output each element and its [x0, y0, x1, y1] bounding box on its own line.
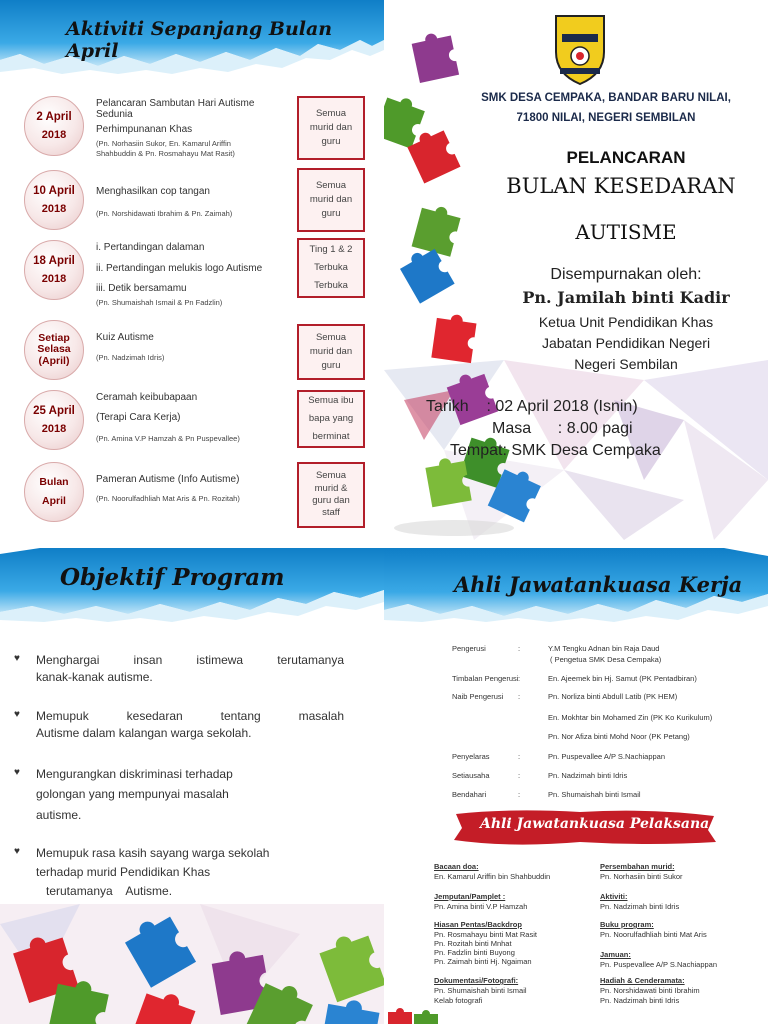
date-text: (April): [38, 354, 70, 367]
date-badge: [24, 390, 84, 450]
activity-line: Kuiz Autisme: [96, 332, 154, 343]
objective-item: [14, 708, 344, 742]
date-badge: [24, 170, 84, 230]
activities-title: Aktiviti Sepanjang Bulan April: [66, 18, 333, 62]
cover-panel: [384, 0, 768, 540]
activity-line: Sedunia: [96, 109, 133, 120]
activity-line: iii. Detik bersamamu: [96, 283, 187, 294]
group-name: Pn. Amina binti V.P Hamzah: [434, 902, 528, 911]
separator: :: [518, 771, 521, 780]
subtitle: Ahli Jawatankuasa Pelaksana: [480, 816, 710, 832]
group-head: Jemputan/Pamplet :: [434, 892, 506, 901]
title-line-2: BULAN KESEDARAN: [506, 174, 736, 198]
group-head: Dokumentasi/Fotografi:: [434, 976, 519, 985]
event-date: Tarikh : 02 April 2018 (Isnin): [426, 398, 638, 415]
audience-text: guru: [321, 207, 341, 219]
title-line-3: AUTISME: [575, 220, 677, 244]
activity-persons: (Pn. Norshidawati Ibrahim & Pn. Zaimah): [96, 209, 233, 218]
group-name: Pn. Shumaishah binti Ismail: [434, 986, 527, 995]
audience-text: Ting 1 & 2: [309, 243, 353, 255]
separator: :: [518, 644, 521, 653]
year-text: 2018: [41, 423, 67, 436]
activity-persons: (Pn. Shumaishah Ismail & Pn Fadzlin): [96, 298, 223, 307]
activity-line: (Terapi Cara Kerja): [96, 412, 181, 423]
date-text: April: [42, 495, 66, 507]
activity-persons: (Pn. Noorulfadhliah Mat Aris & Pn. Rozitah): [96, 494, 240, 503]
audience-box: [297, 96, 365, 160]
activity-line: i. Pertandingan dalaman: [96, 242, 205, 253]
committee-name: Pn. Norliza binti Abdull Latib (PK HEM): [548, 692, 678, 701]
date-text: 2 April: [36, 110, 72, 123]
group-name: Kelab fotografi: [434, 996, 483, 1005]
committee-name: Pn. Puspevallee A/P S.Nachiappan: [548, 752, 666, 761]
objective-text: Menghargai insan istimewa terutamanya: [36, 653, 344, 667]
group-name: Pn. Zaimah binti Hj. Ngaiman: [434, 957, 532, 966]
bullet-heart-icon: ♥: [14, 653, 20, 664]
group-head: Jamuan:: [600, 950, 631, 959]
group-head: Persembahan murid:: [600, 862, 675, 871]
date-badge: [24, 462, 84, 522]
audience-text: murid &: [314, 482, 348, 494]
committee-title: Ahli Jawatankuasa Kerja: [454, 572, 743, 597]
group-name: En. Kamarul Ariffin bin Shahbuddin: [434, 872, 551, 881]
activity-row: [0, 460, 384, 528]
audience-text: berminat: [312, 431, 350, 443]
committee-name: En. Mokhtar bin Mohamed Zin (PK Ko Kurikulum): [548, 713, 713, 722]
audience-text: Semua: [315, 470, 347, 482]
objectives-panel: [0, 540, 384, 1024]
group-head: Bacaan doa:: [434, 862, 479, 871]
audience-box: [297, 324, 365, 380]
group-name: Pn. Puspevallee A/P S.Nachiappan: [600, 960, 718, 969]
group-name: Pn. Nadzimah binti Idris: [600, 902, 680, 911]
activity-persons: (Pn. Nadzimah Idris): [96, 353, 165, 362]
audience-box: [297, 462, 365, 528]
audience-text: Semua: [315, 180, 347, 192]
group-name: Pn. Nadzimah binti Idris: [600, 996, 680, 1005]
event-time: Masa : 8.00 pagi: [492, 420, 633, 437]
audience-text: bapa yang: [308, 412, 354, 424]
objective-text: Mengurangkan diskriminasi terhadap: [36, 767, 233, 781]
audience-box: [297, 168, 365, 232]
activity-line: Perhimpunanan Khas: [96, 124, 193, 135]
committee-role: Naib Pengerusi: [452, 692, 504, 701]
activity-line: Menghasilkan cop tangan: [96, 186, 210, 197]
activity-line: Pameran Autisme (Info Autisme): [96, 474, 240, 485]
year-text: 2018: [41, 273, 67, 286]
date-text: Setiap: [38, 332, 70, 345]
audience-box: [297, 238, 365, 298]
separator: :: [518, 692, 521, 701]
audience-text: Semua: [315, 108, 347, 120]
activities-banner: [0, 0, 384, 74]
committee-name: ( Pengetua SMK Desa Cempaka): [550, 655, 662, 664]
audience-text: murid dan: [309, 122, 353, 134]
audience-text: Semua ibu: [308, 394, 354, 406]
committee-role: Timbalan Pengerusi: [452, 674, 519, 683]
group-name: Pn. Rozitah binti Mnhat: [434, 939, 512, 948]
group-name: Pn. Noorulfadhliah binti Mat Aris: [600, 930, 707, 939]
bullet-heart-icon: ♥: [14, 709, 20, 720]
separator: :: [518, 752, 521, 761]
school-name-line: SMK DESA CEMPAKA, BANDAR BARU NILAI,: [481, 92, 731, 104]
date-text: 18 April: [33, 254, 75, 267]
school-address-line: 71800 NILAI, NEGERI SEMBILAN: [516, 112, 696, 125]
separator: :: [518, 790, 521, 799]
committee-name: Y.M Tengku Adnan bin Raja Daud: [548, 644, 660, 653]
group-name: Pn. Norshidawati binti Ibrahim: [600, 986, 700, 995]
objective-item: [14, 764, 344, 825]
group-name: Pn. Rosmahayu binti Mat Rasit: [434, 930, 537, 939]
date-badge: [24, 320, 84, 380]
date-text: Bulan: [39, 475, 69, 488]
bullet-heart-icon: ♥: [14, 846, 20, 857]
committee-name: Pn. Shumaishah binti Ismail: [548, 790, 641, 799]
audience-text: murid dan: [309, 194, 353, 206]
activity-row: [0, 166, 384, 234]
date-text: 10 April: [33, 184, 75, 197]
committee-role: Penyelaras: [452, 752, 490, 761]
objective-item: [14, 844, 344, 902]
objective-text: Memupuk rasa kasih sayang warga sekolah: [36, 846, 270, 860]
activity-row: [0, 92, 384, 160]
activities-panel: [0, 0, 384, 540]
objective-text: golongan yang mempunyai masalah: [36, 787, 229, 802]
year-text: 2018: [41, 129, 67, 142]
committee-name: Pn. Nadzimah binti Idris: [548, 771, 628, 780]
group-head: Buku program:: [600, 920, 654, 929]
date-badge: [24, 240, 84, 300]
activity-line: Pelancaran Sambutan Hari Autisme: [96, 98, 255, 109]
school-address: [444, 88, 768, 128]
activity-persons: Shahbuddin & Pn. Rosmahayu Mat Rasit): [96, 149, 235, 158]
event-place: Tempat: SMK Desa Cempaka: [450, 442, 661, 459]
objective-text: terhadap murid Pendidikan Khas: [36, 865, 211, 880]
activity-line: ii. Pertandingan melukis logo Autisme: [96, 263, 263, 274]
date-text: 25 April: [33, 404, 75, 417]
activity-line: Ceramah keibubapaan: [96, 392, 198, 403]
group-name: Pn. Fadzlin binti Buyong: [434, 948, 515, 957]
audience-text: staff: [322, 507, 340, 519]
objective-text: autisme.: [36, 807, 82, 822]
audience-text: murid dan: [309, 346, 353, 358]
year-text: 2018: [41, 203, 67, 216]
activity-persons: (Pn. Amina V.P Hamzah & Pn Puspevallee): [96, 434, 240, 443]
puzzle-decoration: [0, 904, 384, 1024]
group-name: Pn. Norhasiin binti Sukor: [600, 872, 683, 881]
committee-panel: [384, 540, 768, 1024]
audience-text: guru dan: [312, 495, 350, 506]
group-head: Hadiah & Cenderamata:: [600, 976, 685, 985]
committee-name: En. Ajeemek bin Hj. Samut (PK Pentadbiran): [548, 674, 697, 683]
committee-banner: [384, 548, 768, 622]
audience-text: Terbuka: [314, 261, 348, 273]
guest-role: Jabatan Pendidikan Negeri: [541, 335, 711, 351]
audience-box: [297, 390, 365, 448]
guest-role: Ketua Unit Pendidikan Khas: [538, 314, 714, 330]
guest-name: Pn. Jamilah binti Kadir: [522, 288, 730, 307]
activity-row: [0, 320, 384, 388]
committee-role: Setiausaha: [452, 771, 490, 780]
audience-text: Terbuka: [314, 280, 348, 292]
officiated-by: Disempurnakan oleh:: [550, 266, 702, 283]
title-line-1: PELANCARAN: [566, 148, 686, 167]
objective-text: Memupuk kesedaran tentang masalah: [36, 709, 344, 723]
date-text: Selasa: [37, 343, 71, 356]
puzzle-corner-decoration: [384, 1006, 444, 1024]
audience-text: guru: [321, 359, 341, 371]
guest-role: Negeri Sembilan: [574, 356, 678, 372]
objectives-title: Objektif Program: [60, 564, 285, 591]
objectives-banner: [0, 548, 384, 622]
bullet-heart-icon: ♥: [14, 767, 20, 778]
audience-text: guru: [321, 135, 341, 147]
committee-name: Pn. Nor Afiza binti Mohd Noor (PK Petang): [548, 732, 690, 741]
committee-role: Bendahari: [452, 790, 487, 799]
objective-item: [14, 652, 344, 686]
date-badge: [24, 96, 84, 156]
committee-role: Pengerusi: [452, 644, 486, 653]
audience-text: Semua: [315, 332, 347, 344]
school-logo: [552, 12, 608, 86]
group-head: Hiasan Pentas/Backdrop: [434, 920, 522, 929]
group-head: Aktiviti:: [600, 892, 628, 901]
activity-persons: (Pn. Norhasiin Sukor, En. Kamarul Ariffin: [96, 139, 231, 148]
activity-row: [0, 238, 384, 306]
activity-row: [0, 390, 384, 458]
objective-text: Autisme dalam kalangan warga sekolah.: [36, 726, 252, 741]
objective-text: terutamanya Autisme.: [36, 884, 173, 899]
objective-text: kanak-kanak autisme.: [36, 670, 153, 685]
separator: :: [518, 674, 521, 683]
